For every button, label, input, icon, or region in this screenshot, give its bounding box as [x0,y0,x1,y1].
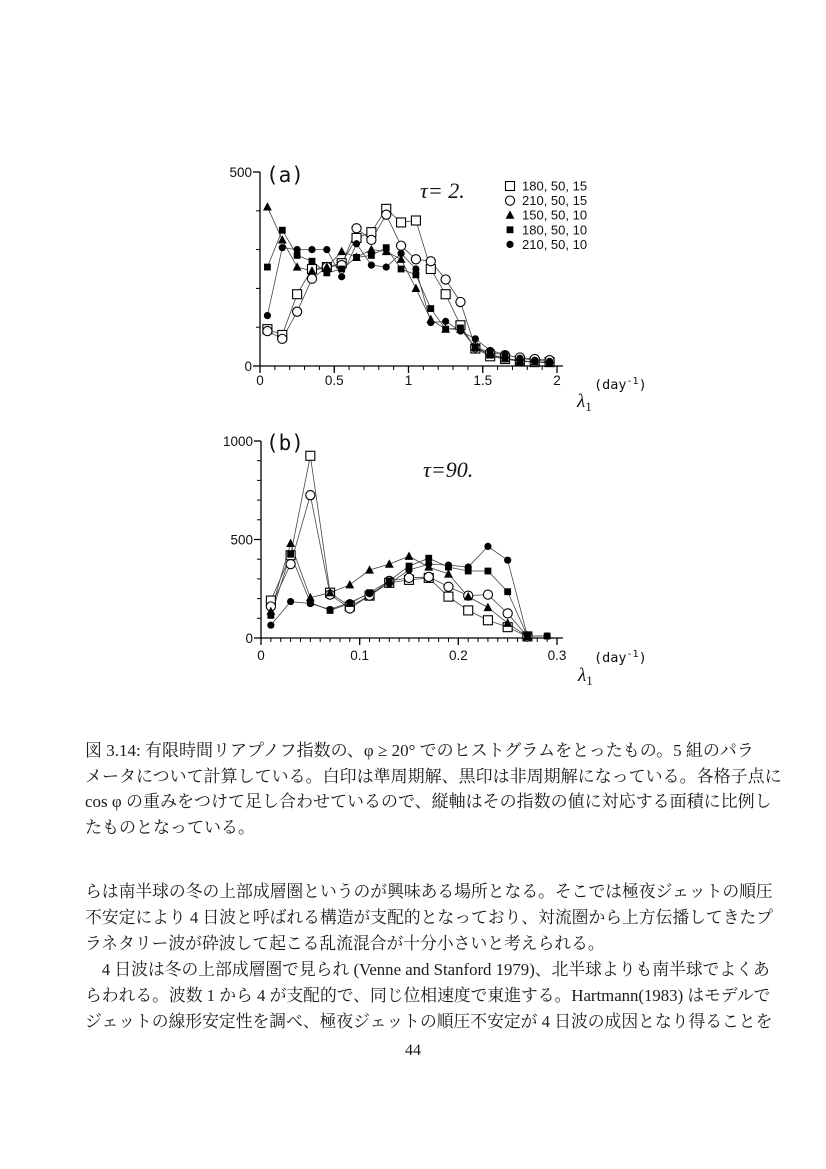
axis-labels [223,434,566,663]
y-tick-label: 1000 [222,434,253,449]
body-text [85,879,774,1035]
tau-annotation: τ= 2. [420,178,465,203]
x-tick-label: 0.2 [448,648,468,663]
body-line: 不安定により 4 日波と呼ばれる構造が支配的となっており、対流圏から上方伝播してきたプ [85,908,774,927]
marker-filled-triangle [484,603,493,611]
marker-filled-circle [425,561,432,568]
body-line: らは南半球の冬の上部成層圏というのが興味ある場所となる。そこでは極夜ジェットの順圧 [85,882,773,901]
marker-filled-circle [531,357,538,364]
caption-line: たものとなっている。 [85,817,255,837]
marker-filled-square [267,612,274,619]
x-tick-label: 0.3 [547,648,567,663]
marker-filled-triangle [405,551,414,559]
x-tick-label: 1 [404,373,413,388]
marker-filled-square [507,226,514,233]
marker-open-circle [483,590,492,599]
marker-filled-circle [287,598,294,605]
series-filled-circle [264,240,553,365]
marker-filled-square [264,264,271,271]
y-tick-label: 0 [244,359,252,374]
marker-open-circle [456,297,465,306]
axes [254,441,563,645]
marker-filled-circle [386,580,393,587]
marker-filled-circle [544,632,551,639]
x-axis-name: $\lambda_1$ [578,665,593,688]
marker-filled-square [353,254,360,261]
marker-filled-circle [501,351,508,358]
marker-filled-circle [405,566,412,573]
body-line: らわれる。波数 1 から 4 が支配的で、同じ位相速度で東進する。Hartmann(1983) はモデルで [85,986,771,1005]
marker-filled-square [442,326,449,333]
marker-open-circle [424,572,433,581]
marker-open-circle [307,274,316,283]
marker-filled-triangle [385,559,394,567]
marker-filled-circle [412,265,419,272]
marker-open-circle [278,334,287,343]
legend-entry: 150, 50, 10 [522,207,588,223]
chart-panel-b [180,415,690,695]
marker-filled-square [485,568,492,575]
marker-open-circle [426,257,435,266]
marker-open-circle [505,196,514,205]
tau-annotation: τ=90. [423,457,474,482]
body-line: ラネタリー波が砕波して起こる乱流混合が十分小さいと考えられる。 [85,934,605,953]
marker-filled-circle [346,599,353,606]
marker-open-circle [352,224,361,233]
marker-filled-square [398,266,405,273]
marker-filled-triangle [506,210,515,218]
panel-label: (a) [266,163,304,187]
marker-filled-circle [383,263,390,270]
body-line: ジェットの線形安定性を調べ、極夜ジェットの順圧不安定が 4 日波の成因となり得ることを [85,1012,773,1031]
marker-filled-square [427,305,434,312]
chart-panel-a [180,145,690,420]
marker-filled-circle [457,327,464,334]
marker-filled-square [472,344,479,351]
page-number: 44 [405,1042,421,1059]
marker-filled-circle [294,246,301,253]
marker-filled-square [504,588,511,595]
marker-filled-square [323,269,330,276]
marker-open-square [441,290,450,299]
marker-filled-circle [506,241,513,248]
x-axis-unit: (day$^{-1}$) [594,376,647,393]
marker-filled-circle [308,246,315,253]
marker-open-square [444,592,453,601]
marker-open-square [306,451,315,460]
legend-entry: 210, 50, 10 [522,236,588,252]
marker-open-circle [382,210,391,219]
marker-open-circle [396,241,405,250]
series-open-circle [263,210,554,365]
x-tick-label: 0 [256,373,264,388]
body-paragraph-1 [85,879,774,957]
marker-filled-circle [472,335,479,342]
legend-entry: 210, 50, 15 [522,193,588,209]
marker-filled-circle [524,632,531,639]
marker-open-circle [444,582,453,591]
x-tick-label: 0.5 [324,373,344,388]
marker-filled-triangle [263,202,272,210]
marker-open-square [483,616,492,625]
marker-filled-circle [264,312,271,319]
marker-open-circle [441,275,450,284]
marker-filled-square [338,266,345,273]
marker-open-circle [411,255,420,264]
caption-line: メータについて計算している。白印は準周期解、黒印は非周期解になっている。各格子点に [85,766,782,786]
marker-filled-triangle [293,262,302,270]
marker-filled-circle [353,240,360,247]
marker-filled-circle [368,262,375,269]
marker-filled-triangle [345,580,354,588]
legend [505,179,587,252]
marker-open-circle [263,326,272,335]
marker-filled-square [279,227,286,234]
marker-open-square [293,290,302,299]
marker-filled-circle [338,273,345,280]
marker-filled-circle [279,244,286,251]
panel-label: (b) [266,431,304,455]
marker-filled-circle [326,606,333,613]
body-line: 4 日波は冬の上部成層圏で見られ (Venne and Stanford 1979)、北半球よりも南半球でよくあ [85,960,770,979]
marker-filled-square [309,258,316,265]
x-tick-label: 2 [553,373,561,388]
y-tick-label: 500 [230,532,253,548]
marker-filled-circle [516,355,523,362]
series-line [267,215,549,361]
series-open-square [266,451,532,641]
marker-filled-circle [484,543,491,550]
caption-line: 図 3.14: 有限時間リアプノフ指数の、φ ≥ 20° でのヒストグラムをとったもの。5 組のパラ [85,741,754,760]
marker-filled-circle [427,319,434,326]
marker-open-circle [404,573,413,582]
legend-entry: 180, 50, 10 [522,222,588,238]
marker-filled-circle [504,557,511,564]
marker-filled-triangle [337,247,346,255]
x-axis-unit: (day$^{-1}$) [594,649,647,666]
marker-filled-square [383,244,390,251]
legend-entry: 180, 50, 15 [522,178,588,194]
marker-open-square [397,218,406,227]
marker-filled-circle [366,590,373,597]
y-tick-label: 500 [229,165,252,180]
marker-filled-circle [465,563,472,570]
marker-filled-circle [323,246,330,253]
x-tick-label: 1.5 [473,373,493,388]
x-tick-label: 0.1 [350,648,370,663]
x-tick-label: 0 [257,648,265,663]
marker-open-circle [286,560,295,569]
body-paragraph-2 [85,957,773,1035]
marker-filled-circle [267,622,274,629]
marker-open-circle [367,235,376,244]
marker-open-circle [306,491,315,500]
marker-filled-square [368,252,375,259]
y-tick-label: 0 [245,631,253,646]
marker-filled-circle [487,347,494,354]
marker-open-square [411,216,420,225]
marker-open-circle [293,307,302,316]
marker-filled-triangle [367,245,376,253]
marker-filled-circle [445,562,452,569]
marker-filled-circle [442,318,449,325]
marker-filled-circle [307,600,314,607]
marker-filled-circle [397,250,404,257]
marker-open-circle [503,609,512,618]
marker-filled-square [287,551,294,558]
marker-filled-triangle [278,235,287,243]
x-axis-name: $\lambda_1$ [577,391,592,414]
caption-line: cos φ の重みをつけて足し合わせているので、縦軸はその指数の値に対応する面積に比例し [85,792,772,811]
figure-caption [85,738,782,840]
marker-open-square [506,182,515,191]
marker-filled-circle [546,358,553,365]
marker-open-square [464,606,473,615]
marker-filled-triangle [412,284,421,292]
